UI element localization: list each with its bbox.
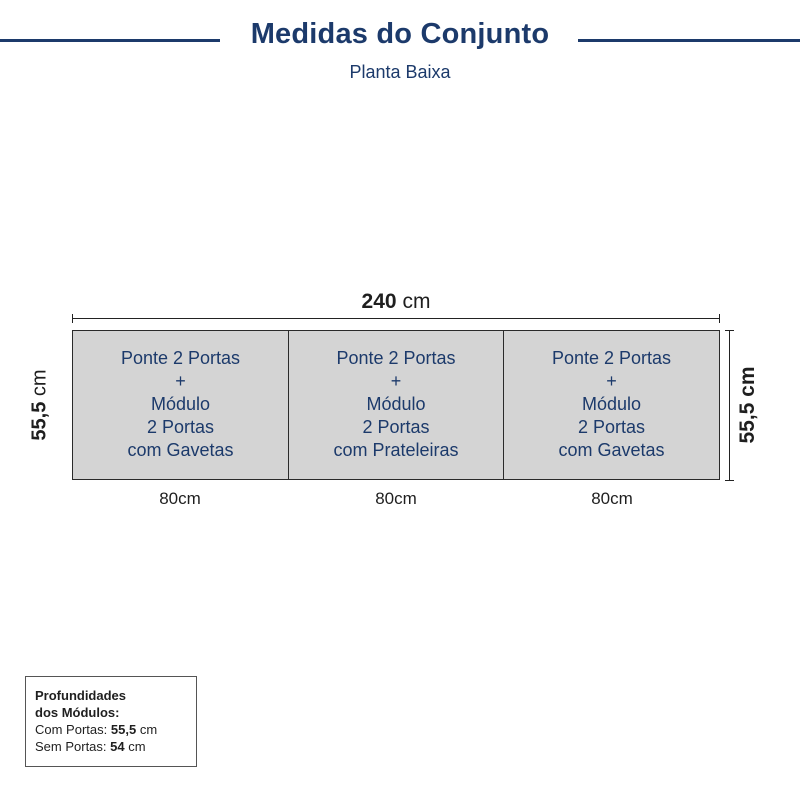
depth-dimension-tick-bottom [725, 480, 734, 481]
depth-left-value: 55,5 [28, 401, 51, 441]
page-title: Medidas do Conjunto [250, 18, 550, 50]
total-width-value: 240 [361, 290, 397, 313]
module-3-line-2: + [606, 371, 617, 391]
module-2-line-1: Ponte 2 Portas [336, 348, 456, 368]
width-dimension-line [72, 318, 720, 319]
info-without-doors [35, 738, 196, 755]
module-1-line-4: 2 Portas [146, 417, 215, 437]
module-2-line-3: Módulo [366, 394, 426, 414]
module-2-line-4: 2 Portas [362, 417, 430, 437]
info-heading-1: Profundidades [35, 688, 127, 703]
info-with-doors [35, 721, 196, 738]
module-1-line-5: com Gavetas [127, 440, 234, 460]
info-without-doors-value: 54 [110, 739, 125, 754]
info-with-doors-unit: cm [139, 722, 158, 737]
module-3 [503, 330, 720, 480]
module-2-width: 80cm [375, 489, 417, 508]
depth-info-box [25, 676, 197, 767]
module-1-line-3: Módulo [150, 394, 211, 414]
module-3-line-4: 2 Portas [577, 417, 646, 437]
depth-dimension-tick-top [725, 330, 734, 331]
depth-dimension-line [729, 330, 730, 481]
module-3-line-3: Módulo [581, 394, 642, 414]
module-1-width: 80cm [159, 489, 201, 508]
module-2 [288, 330, 505, 480]
total-width-unit: cm [402, 290, 431, 313]
info-with-doors-value: 55,5 [110, 722, 137, 737]
page-subtitle: Planta Baixa [349, 62, 451, 82]
module-3-width: 80cm [591, 489, 633, 508]
module-widths [72, 489, 720, 509]
total-width-label [72, 290, 720, 314]
depth-label-left [29, 369, 52, 440]
width-dimension-tick-right [719, 314, 720, 323]
module-2-line-5: com Prateleiras [333, 440, 459, 460]
module-1-line-1: Ponte 2 Portas [120, 348, 241, 368]
info-with-doors-label: Com Portas: [35, 722, 108, 737]
module-row [72, 330, 720, 480]
module-1-line-2: + [175, 371, 186, 391]
module-1 [72, 330, 289, 480]
info-heading-2: dos Módulos: [35, 705, 120, 720]
info-without-doors-unit: cm [128, 739, 146, 754]
info-without-doors-label: Sem Portas: [35, 739, 107, 754]
title-rule-right [578, 39, 800, 42]
width-dimension-tick-left [72, 314, 73, 323]
depth-label-right: 55,5 cm [736, 366, 759, 444]
depth-left-unit: cm [28, 369, 51, 397]
module-3-line-5: com Gavetas [558, 440, 665, 460]
module-2-line-2: + [390, 371, 402, 391]
module-3-line-1: Ponte 2 Portas [551, 348, 672, 368]
